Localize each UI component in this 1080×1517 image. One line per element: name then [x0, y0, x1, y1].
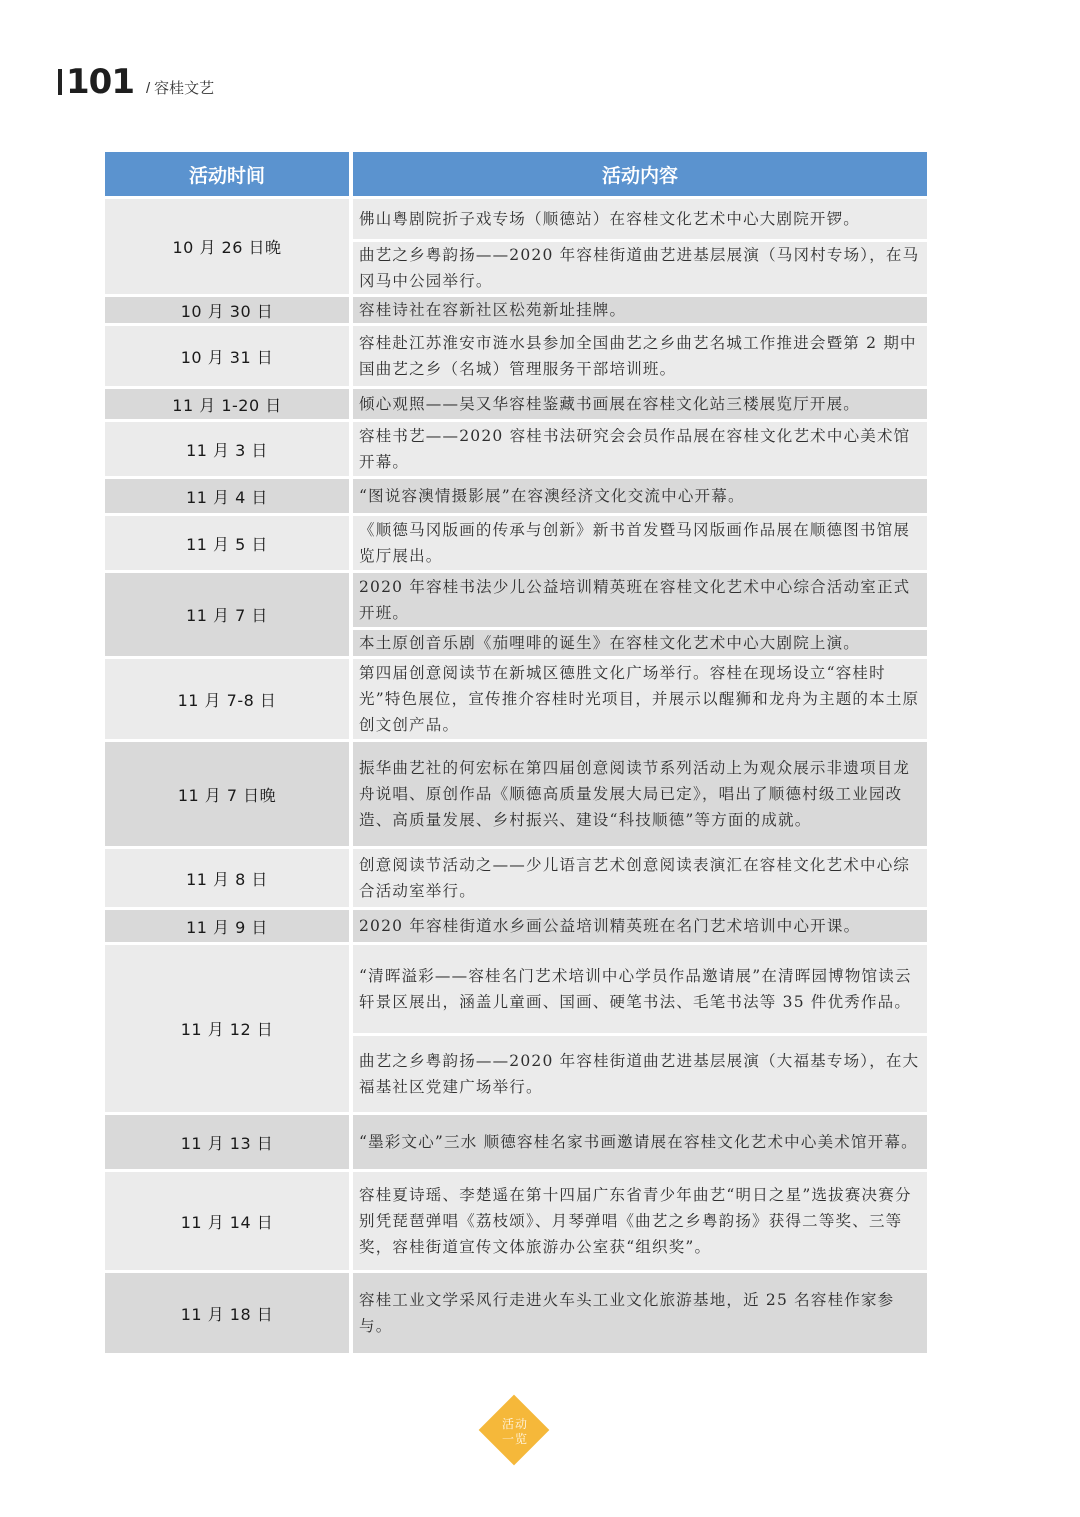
- content-cell: 振华曲艺社的何宏标在第四届创意阅读节系列活动上为观众展示非遗项目龙舟说唱、原创作品《顺德高质量发展大局已定》，唱出了顺德村级工业园改造、高质量发展、乡村振兴、建设“科技顺德”等方面的成就。: [353, 742, 927, 846]
- content-cell: 佛山粤剧院折子戏专场（顺德站）在容桂文化艺术中心大剧院开锣。: [353, 199, 927, 239]
- table-row: [105, 910, 927, 942]
- badge-line-1: 活动: [501, 1417, 528, 1431]
- table-row: [105, 1115, 927, 1169]
- content-cell: 容桂书艺——2020 容桂书法研究会会员作品展在容桂文化艺术中心美术馆开幕。: [353, 422, 927, 476]
- content-cell: “清晖溢彩——容桂名门艺术培训中心学员作品邀请展”在清晖园博物馆读云轩景区展出，涵盖儿童画、国画、硬笔书法、毛笔书法等 35 件优秀作品。: [353, 945, 927, 1033]
- content-cell: 曲艺之乡粤韵扬——2020 年容桂街道曲艺进基层展演（马冈村专场），在马冈马中公园举行。: [353, 242, 927, 294]
- content-cell: 容桂赴江苏淮安市涟水县参加全国曲艺之乡曲艺名城工作推进会暨第 2 期中国曲艺之乡（名城）管理服务干部培训班。: [353, 326, 927, 386]
- date-cell: 11 月 5 日: [105, 516, 349, 570]
- table-row: [105, 326, 927, 386]
- table-row: [105, 422, 927, 476]
- content-cell: 曲艺之乡粤韵扬——2020 年容桂街道曲艺进基层展演（大福基专场），在大福基社区党建广场举行。: [353, 1036, 927, 1112]
- date-cell: 11 月 7-8 日: [105, 659, 349, 739]
- content-cell: 2020 年容桂街道水乡画公益培训精英班在名门艺术培训中心开课。: [353, 910, 927, 942]
- content-cell: 容桂诗社在容新社区松苑新址挂牌。: [353, 297, 927, 323]
- date-cell: 11 月 12 日: [105, 945, 349, 1112]
- section-title: 容桂文艺: [154, 79, 215, 97]
- table-row: [105, 1172, 927, 1270]
- table-row: [105, 742, 927, 846]
- date-cell: 11 月 18 日: [105, 1273, 349, 1353]
- content-cell: 本土原创音乐剧《茄哩啡的诞生》在容桂文化艺术中心大剧院上演。: [353, 630, 927, 656]
- section-badge-label: [488, 1417, 542, 1447]
- content-cell: “墨彩文心”三水 顺德容桂名家书画邀请展在容桂文化艺术中心美术馆开幕。: [353, 1115, 927, 1169]
- table-header: [105, 152, 927, 196]
- date-cell: 11 月 8 日: [105, 849, 349, 907]
- table-row: [105, 516, 927, 570]
- date-cell: 11 月 7 日: [105, 573, 349, 656]
- date-cell: 11 月 3 日: [105, 422, 349, 476]
- table-row: [105, 389, 927, 419]
- date-cell: 11 月 9 日: [105, 910, 349, 942]
- activity-table: [105, 152, 927, 1353]
- table-row: [105, 1273, 927, 1353]
- content-cell: 《顺德马冈版画的传承与创新》新书首发暨马冈版画作品展在顺德图书馆展览厅展出。: [353, 516, 927, 570]
- header-bar: [58, 69, 62, 95]
- table-row: [105, 199, 927, 294]
- date-cell: 11 月 1-20 日: [105, 389, 349, 419]
- page-header: [58, 62, 214, 102]
- content-cell: 容桂夏诗瑶、李楚遥在第十四届广东省青少年曲艺“明日之星”选拔赛决赛分别凭琵琶弹唱《荔枝颂》、月琴弹唱《曲艺之乡粤韵扬》获得二等奖、三等奖，容桂街道宣传文体旅游办公室获“组织奖”。: [353, 1172, 927, 1270]
- table-row: [105, 945, 927, 1112]
- date-cell: 11 月 4 日: [105, 479, 349, 513]
- date-cell: 10 月 30 日: [105, 297, 349, 323]
- header-content: 活动内容: [353, 152, 927, 196]
- date-cell: 11 月 13 日: [105, 1115, 349, 1169]
- table-row: [105, 297, 927, 323]
- content-cell: 第四届创意阅读节在新城区德胜文化广场举行。容桂在现场设立“容桂时光”特色展位，宣传推介容桂时光项目，并展示以醒狮和龙舟为主题的本土原创文创产品。: [353, 659, 927, 739]
- content-cell: 容桂工业文学采风行走进火车头工业文化旅游基地，近 25 名容桂作家参与。: [353, 1273, 927, 1353]
- table-row: [105, 659, 927, 739]
- content-cell: 创意阅读节活动之——少儿语言艺术创意阅读表演汇在容桂文化艺术中心综合活动室举行。: [353, 849, 927, 907]
- header-date: 活动时间: [105, 152, 349, 196]
- table-row: [105, 479, 927, 513]
- content-cell: “图说容澳情摄影展”在容澳经济文化交流中心开幕。: [353, 479, 927, 513]
- header-separator: /: [145, 80, 151, 97]
- date-cell: 11 月 14 日: [105, 1172, 349, 1270]
- content-cell: 2020 年容桂书法少儿公益培训精英班在容桂文化艺术中心综合活动室正式开班。: [353, 573, 927, 627]
- content-cell: 倾心观照——吴又华容桂鉴藏书画展在容桂文化站三楼展览厅开展。: [353, 389, 927, 419]
- date-cell: 10 月 26 日晚: [105, 199, 349, 294]
- date-cell: 11 月 7 日晚: [105, 742, 349, 846]
- table-row: [105, 849, 927, 907]
- page-number: 101: [66, 62, 134, 102]
- table-row: [105, 573, 927, 656]
- date-cell: 10 月 31 日: [105, 326, 349, 386]
- badge-line-2: 一览: [501, 1432, 528, 1446]
